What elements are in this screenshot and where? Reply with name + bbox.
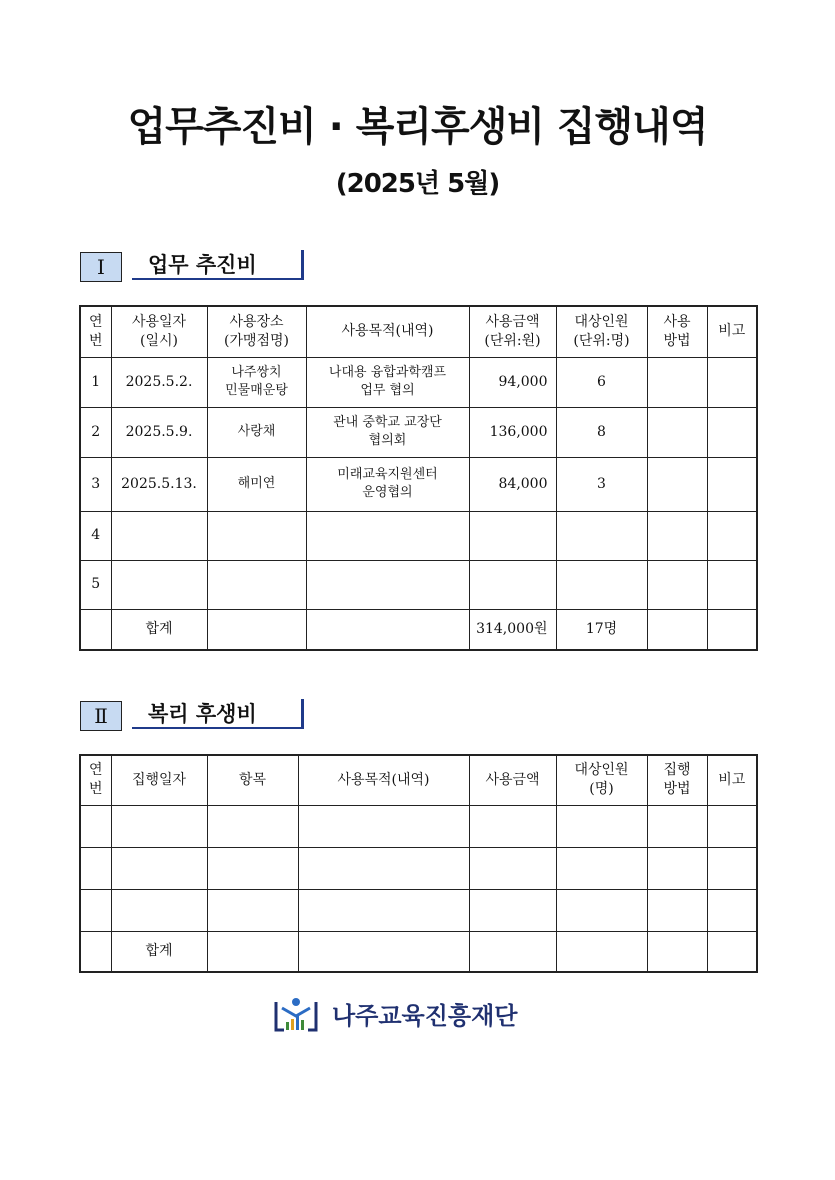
row-date bbox=[111, 511, 207, 560]
row-date bbox=[111, 560, 207, 609]
business-expense-table bbox=[79, 305, 758, 651]
table-row bbox=[80, 560, 757, 609]
header-method: 사용 방법 bbox=[647, 306, 707, 357]
row-people bbox=[556, 511, 647, 560]
header-place: 사용장소 (가맹점명) bbox=[207, 306, 306, 357]
header-item: 항목 bbox=[207, 755, 298, 805]
row-no: 1 bbox=[80, 357, 111, 407]
row-purpose: 나대용 융합과학캠프 업무 협의 bbox=[306, 357, 469, 407]
row-note bbox=[707, 560, 757, 609]
row-no: 4 bbox=[80, 511, 111, 560]
header-no: 연 번 bbox=[80, 755, 111, 805]
logo-text: 나주교육진흥재단 bbox=[332, 1002, 518, 1030]
total-note bbox=[707, 609, 757, 650]
row-amount: 136,000 bbox=[469, 407, 556, 457]
table-header-row bbox=[80, 755, 757, 805]
row-purpose bbox=[306, 511, 469, 560]
row-people: 8 bbox=[556, 407, 647, 457]
total-amount: 314,000원 bbox=[469, 609, 556, 650]
table-row bbox=[80, 357, 757, 407]
header-people: 대상인원 (단위:명) bbox=[556, 306, 647, 357]
row-amount: 84,000 bbox=[469, 457, 556, 511]
row-note bbox=[707, 457, 757, 511]
section-2-number: Ⅱ bbox=[80, 701, 122, 731]
row-no: 5 bbox=[80, 560, 111, 609]
total-row bbox=[80, 931, 757, 972]
row-method bbox=[647, 407, 707, 457]
total-purpose bbox=[306, 609, 469, 650]
organization-logo bbox=[272, 994, 518, 1034]
row-purpose bbox=[306, 560, 469, 609]
row-date: 2025.5.13. bbox=[111, 457, 207, 511]
header-people: 대상인원 (명) bbox=[556, 755, 647, 805]
row-method bbox=[647, 457, 707, 511]
table-row bbox=[80, 457, 757, 511]
total-method bbox=[647, 609, 707, 650]
header-no: 연 번 bbox=[80, 306, 111, 357]
row-note bbox=[707, 407, 757, 457]
header-purpose: 사용목적(내역) bbox=[306, 306, 469, 357]
welfare-expense-table bbox=[79, 754, 758, 973]
row-note bbox=[707, 511, 757, 560]
table-header-row bbox=[80, 306, 757, 357]
row-amount bbox=[469, 511, 556, 560]
row-amount: 94,000 bbox=[469, 357, 556, 407]
table-row bbox=[80, 805, 757, 847]
row-date: 2025.5.9. bbox=[111, 407, 207, 457]
section-2-label: 복리 후생비 bbox=[132, 699, 304, 729]
section-1-label: 업무 추진비 bbox=[132, 250, 304, 280]
row-amount bbox=[469, 560, 556, 609]
header-purpose: 사용목적(내역) bbox=[298, 755, 469, 805]
header-amount: 사용금액 (단위:원) bbox=[469, 306, 556, 357]
row-purpose: 미래교육지원센터 운영협의 bbox=[306, 457, 469, 511]
row-place bbox=[207, 511, 306, 560]
row-no: 3 bbox=[80, 457, 111, 511]
header-date: 집행일자 bbox=[111, 755, 207, 805]
row-method bbox=[647, 560, 707, 609]
row-date: 2025.5.2. bbox=[111, 357, 207, 407]
row-purpose: 관내 중학교 교장단 협의회 bbox=[306, 407, 469, 457]
row-people bbox=[556, 560, 647, 609]
row-place: 해미연 bbox=[207, 457, 306, 511]
row-place: 나주쌍치 민물매운탕 bbox=[207, 357, 306, 407]
row-note bbox=[707, 357, 757, 407]
total-place bbox=[207, 609, 306, 650]
table-row bbox=[80, 407, 757, 457]
header-amount: 사용금액 bbox=[469, 755, 556, 805]
table-row bbox=[80, 889, 757, 931]
total-label: 합계 bbox=[111, 609, 207, 650]
row-people: 3 bbox=[556, 457, 647, 511]
header-note: 비고 bbox=[707, 755, 757, 805]
row-place bbox=[207, 560, 306, 609]
header-note: 비고 bbox=[707, 306, 757, 357]
page-title: 업무추진비 · 복리후생비 집행내역 bbox=[127, 104, 708, 150]
logo-mark-icon bbox=[272, 994, 320, 1034]
header-date: 사용일자 (일시) bbox=[111, 306, 207, 357]
total-no bbox=[80, 609, 111, 650]
row-place: 사랑채 bbox=[207, 407, 306, 457]
total-label: 합계 bbox=[111, 931, 207, 972]
page-subtitle: (2025년 5월) bbox=[335, 169, 500, 199]
header-method: 집행 방법 bbox=[647, 755, 707, 805]
section-1-number: Ⅰ bbox=[80, 252, 122, 282]
row-method bbox=[647, 357, 707, 407]
total-people: 17명 bbox=[556, 609, 647, 650]
row-people: 6 bbox=[556, 357, 647, 407]
total-row bbox=[80, 609, 757, 650]
table-row bbox=[80, 511, 757, 560]
row-method bbox=[647, 511, 707, 560]
row-no: 2 bbox=[80, 407, 111, 457]
table-row bbox=[80, 847, 757, 889]
